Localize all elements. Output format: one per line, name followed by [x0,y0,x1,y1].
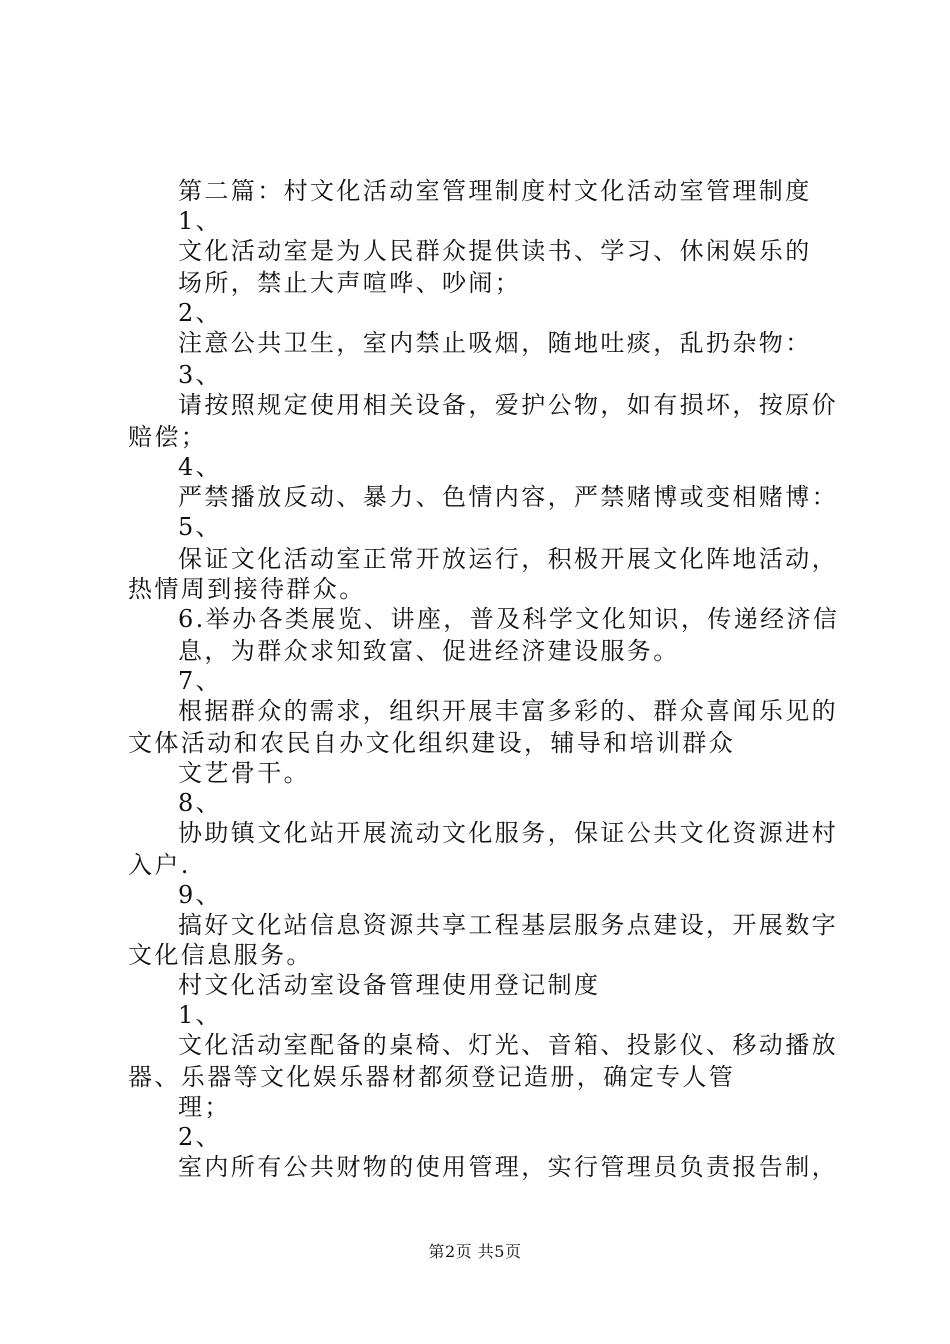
text-line: 2、 [178,1123,223,1151]
text-line: 1、 [178,1001,223,1029]
text-line: 严禁播放反动、暴力、色情内容，严禁赌博或变相赌博： [178,483,838,511]
text-line: 7、 [178,667,223,695]
text-line: 息，为群众求知致富、促进经济建设服务。 [178,637,680,665]
text-line: 室内所有公共财物的使用管理，实行管理员负责报告制， [178,1153,838,1181]
text-line: 协助镇文化站开展流动文化服务，保证公共文化资源进村 [178,819,838,847]
text-line: 赔偿； [128,423,208,451]
text-line: 搞好文化站信息资源共享工程基层服务点建设，开展数字 [178,911,838,939]
text-line: 文体活动和农民自办文化组织建设，辅导和培训群众 [128,729,736,757]
document-title: 第二篇：村文化活动室管理制度村文化活动室管理制度 [178,177,812,205]
section-heading: 村文化活动室设备管理使用登记制度 [178,971,601,999]
text-line: 理； [178,1093,231,1121]
text-line: 热情周到接待群众。 [128,575,366,603]
text-line: 器、乐器等文化娱乐器材都须登记造册，确定专人管 [128,1063,736,1091]
page-number-footer: 第2页 共5页 [428,1242,522,1261]
text-line: 保证文化活动室正常开放运行，积极开展文化阵地活动， [178,545,838,573]
text-line: 2、 [178,299,223,327]
text-line: 1、 [178,207,223,235]
text-line: 9、 [178,881,223,909]
text-line: 4、 [178,453,223,481]
text-line: 请按照规定使用相关设备，爱护公物，如有损坏，按原价 [178,391,838,419]
text-line: 6.举办各类展览、讲座，普及科学文化知识，传递经济信 [178,605,840,633]
text-line: 根据群众的需求，组织开展丰富多彩的、群众喜闻乐见的 [178,697,838,725]
text-line: 注意公共卫生，室内禁止吸烟，随地吐痰，乱扔杂物： [178,329,812,357]
text-line: 文化活动室配备的桌椅、灯光、音箱、投影仪、移动播放 [178,1031,838,1059]
text-line: 3、 [178,361,223,389]
text-line: 文艺骨干。 [178,759,310,787]
text-line: 5、 [178,513,223,541]
text-line: 文化信息服务。 [128,941,313,969]
text-line: 入户. [128,851,191,879]
text-line: 8、 [178,789,223,817]
text-line: 场所，禁止大声喧哗、吵闹； [178,269,522,297]
text-line: 文化活动室是为人民群众提供读书、学习、休闲娱乐的 [178,237,812,265]
